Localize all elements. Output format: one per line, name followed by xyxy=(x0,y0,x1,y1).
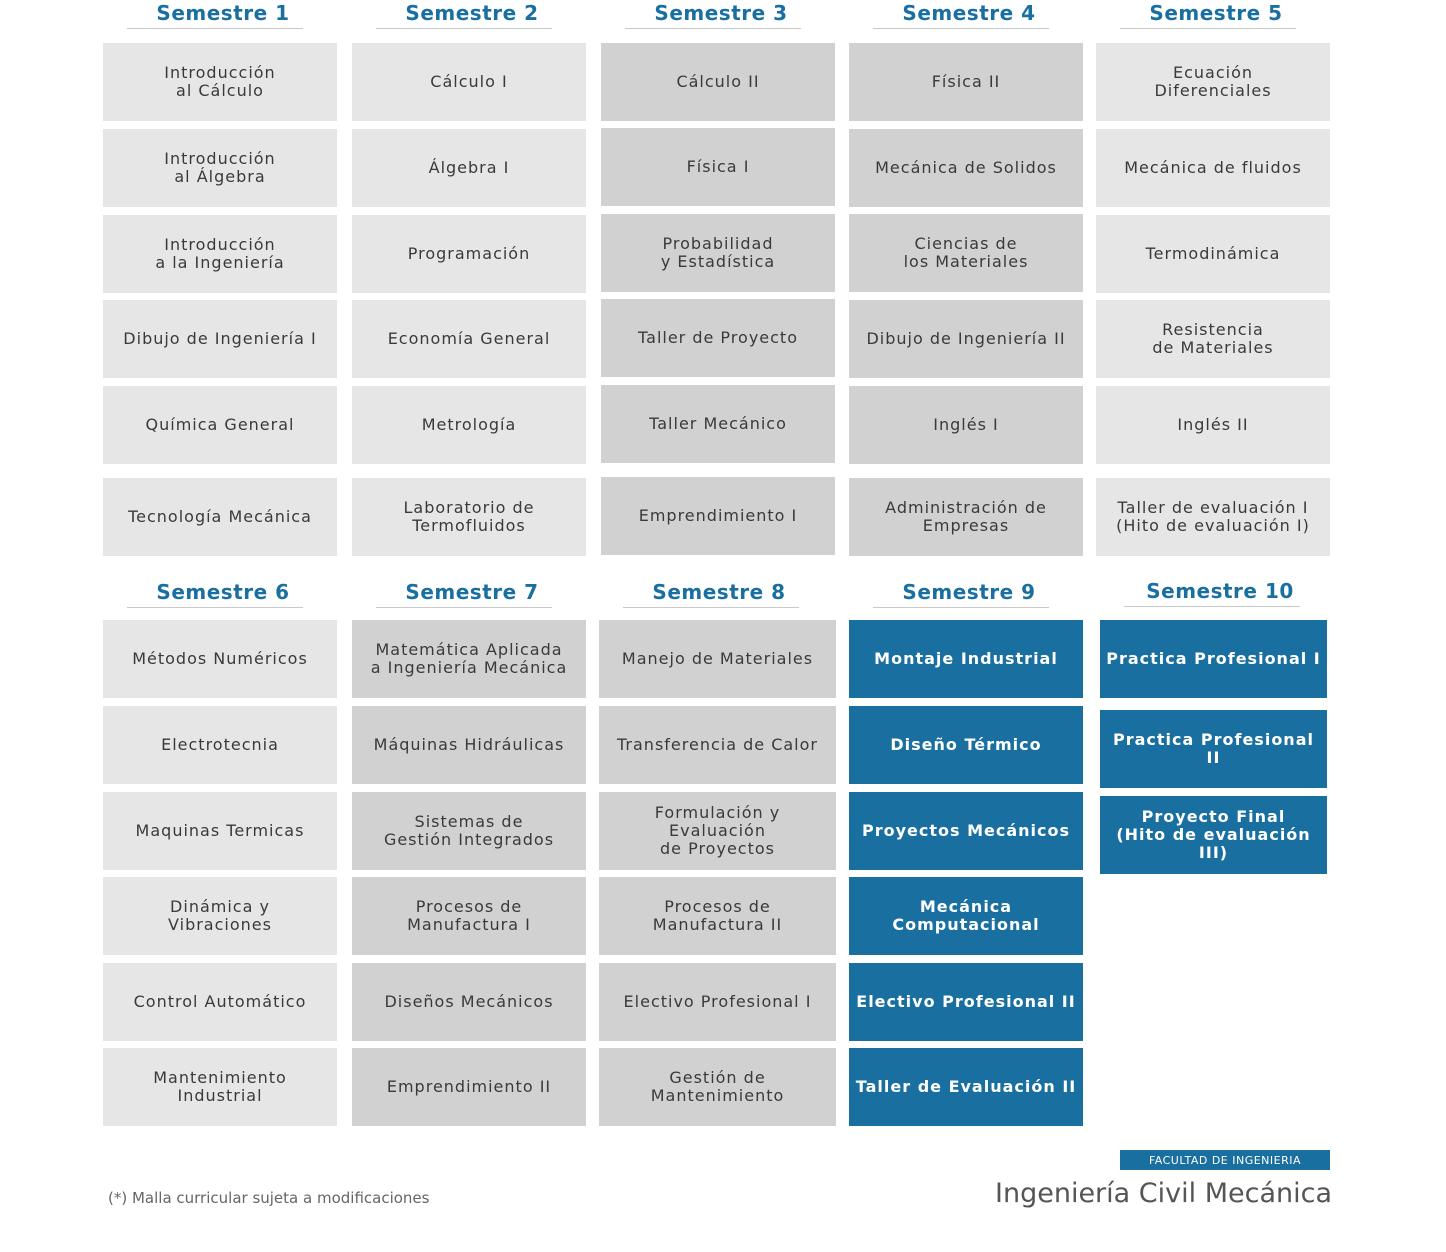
semester-divider xyxy=(625,28,801,29)
course-card: Dibujo de Ingeniería II xyxy=(849,300,1083,378)
semester-title: Semestre 8 xyxy=(652,580,786,604)
semester-divider xyxy=(873,607,1049,608)
course-card: Física II xyxy=(849,43,1083,121)
semester-title: Semestre 3 xyxy=(654,1,788,25)
course-card: Electivo Profesional II xyxy=(849,963,1083,1041)
course-card: Física I xyxy=(601,128,835,206)
semester-divider xyxy=(623,607,799,608)
course-card: Probabilidad y Estadística xyxy=(601,214,835,292)
course-card: Métodos Numéricos xyxy=(103,620,337,698)
course-card: Practica Profesional II xyxy=(1100,710,1327,788)
course-card: Diseños Mecánicos xyxy=(352,963,586,1041)
course-card: Taller de Proyecto xyxy=(601,299,835,377)
course-card: Programación xyxy=(352,215,586,293)
course-card: Sistemas de Gestión Integrados xyxy=(352,792,586,870)
course-card: Taller de Evaluación II xyxy=(849,1048,1083,1126)
program-title: Ingeniería Civil Mecánica xyxy=(995,1178,1332,1209)
semester-title: Semestre 10 xyxy=(1146,579,1294,603)
course-card: Manejo de Materiales xyxy=(599,620,836,698)
course-card: Álgebra I xyxy=(352,129,586,207)
course-card: Cálculo I xyxy=(352,43,586,121)
course-card: Inglés I xyxy=(849,386,1083,464)
semester-divider xyxy=(1124,606,1300,607)
semester-title: Semestre 9 xyxy=(902,580,1036,604)
course-card: Ecuación Diferenciales xyxy=(1096,43,1330,121)
course-card: Taller Mecánico xyxy=(601,385,835,463)
course-card: Control Automático xyxy=(103,963,337,1041)
semester-title: Semestre 4 xyxy=(902,1,1036,25)
faculty-badge: FACULTAD DE INGENIERIA xyxy=(1120,1150,1330,1170)
semester-title: Semestre 6 xyxy=(156,580,290,604)
course-card: Resistencia de Materiales xyxy=(1096,300,1330,378)
course-card: Proyecto Final (Hito de evaluación III) xyxy=(1100,796,1327,874)
semester-title: Semestre 2 xyxy=(405,1,539,25)
course-card: Proyectos Mecánicos xyxy=(849,792,1083,870)
semester-divider xyxy=(127,607,303,608)
semester-divider xyxy=(873,28,1049,29)
course-card: Laboratorio de Termofluidos xyxy=(352,478,586,556)
course-card: Procesos de Manufactura I xyxy=(352,877,586,955)
course-card: Mecánica de Solidos xyxy=(849,129,1083,207)
course-card: Formulación y Evaluación de Proyectos xyxy=(599,792,836,870)
footnote: (*) Malla curricular sujeta a modificaciones xyxy=(108,1189,430,1207)
course-card: Introducción al Cálculo xyxy=(103,43,337,121)
course-card: Matemática Aplicada a Ingeniería Mecánica xyxy=(352,620,586,698)
course-card: Montaje Industrial xyxy=(849,620,1083,698)
semester-divider xyxy=(127,28,303,29)
semester-divider xyxy=(376,607,552,608)
course-card: Inglés II xyxy=(1096,386,1330,464)
course-card: Emprendimiento I xyxy=(601,477,835,555)
semester-title: Semestre 1 xyxy=(156,1,290,25)
semester-divider xyxy=(376,28,552,29)
course-card: Introducción al Álgebra xyxy=(103,129,337,207)
semester-title: Semestre 7 xyxy=(405,580,539,604)
course-card: Mecánica Computacional xyxy=(849,877,1083,955)
course-card: Dinámica y Vibraciones xyxy=(103,877,337,955)
course-card: Química General xyxy=(103,386,337,464)
course-card: Termodinámica xyxy=(1096,215,1330,293)
course-card: Mantenimiento Industrial xyxy=(103,1048,337,1126)
course-card: Tecnología Mecánica xyxy=(103,478,337,556)
course-card: Procesos de Manufactura II xyxy=(599,877,836,955)
course-card: Electivo Profesional I xyxy=(599,963,836,1041)
semester-divider xyxy=(1120,28,1296,29)
course-card: Metrología xyxy=(352,386,586,464)
course-card: Introducción a la Ingeniería xyxy=(103,215,337,293)
course-card: Administración de Empresas xyxy=(849,478,1083,556)
course-card: Maquinas Termicas xyxy=(103,792,337,870)
course-card: Dibujo de Ingeniería I xyxy=(103,300,337,378)
course-card: Economía General xyxy=(352,300,586,378)
course-card: Cálculo II xyxy=(601,43,835,121)
course-card: Emprendimiento II xyxy=(352,1048,586,1126)
course-card: Transferencia de Calor xyxy=(599,706,836,784)
course-card: Mecánica de fluidos xyxy=(1096,129,1330,207)
course-card: Diseño Térmico xyxy=(849,706,1083,784)
course-card: Ciencias de los Materiales xyxy=(849,214,1083,292)
course-card: Taller de evaluación I (Hito de evaluación I) xyxy=(1096,478,1330,556)
course-card: Electrotecnia xyxy=(103,706,337,784)
semester-title: Semestre 5 xyxy=(1149,1,1283,25)
course-card: Máquinas Hidráulicas xyxy=(352,706,586,784)
course-card: Practica Profesional I xyxy=(1100,620,1327,698)
course-card: Gestión de Mantenimiento xyxy=(599,1048,836,1126)
